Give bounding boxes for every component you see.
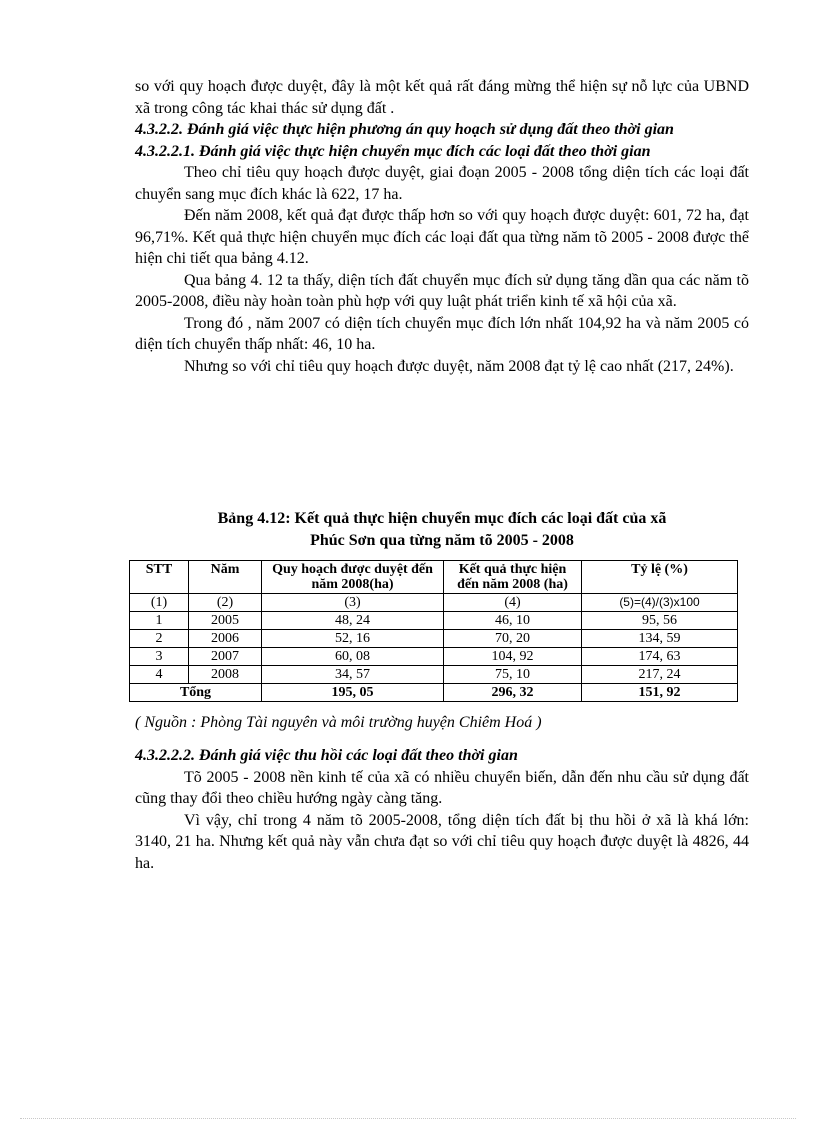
- total-result: 296, 32: [444, 684, 582, 702]
- table-cell: 2006: [189, 630, 262, 648]
- page-bottom-border: [20, 1118, 796, 1119]
- land-conversion-table: [129, 560, 738, 702]
- table-cell: (4): [444, 594, 582, 612]
- table-row: [130, 612, 738, 630]
- body-paragraph: Vì vậy, chỉ trong 4 năm tõ 2005-2008, tổng diện tích đất bị thu hồi ở xã là khá lớn: 3140, 21 ha. Nhưng kết quả này vẫn chưa đạt so với chỉ tiêu quy hoạch được duyệt là 4826, 44 ha.: [135, 811, 749, 872]
- header-planned: Quy hoạch được duyệt đến năm 2008(ha): [262, 561, 444, 594]
- table-cell: 2: [130, 630, 189, 648]
- table-cell: 48, 24: [262, 612, 444, 630]
- table-index-row: [130, 594, 738, 612]
- total-ratio: 151, 92: [582, 684, 738, 702]
- body-paragraph: Theo chỉ tiêu quy hoạch được duyệt, giai đoạn 2005 - 2008 tổng diện tích các loại đất chuyển sang mục đích khác là 622, 17 ha.: [135, 164, 749, 203]
- table-cell: 75, 10: [444, 666, 582, 684]
- table-cell: (1): [130, 594, 189, 612]
- table-cell: 104, 92: [444, 648, 582, 666]
- table-cell: 134, 59: [582, 630, 738, 648]
- table-cell: 70, 20: [444, 630, 582, 648]
- table-row: [130, 666, 738, 684]
- table-cell: 2005: [189, 612, 262, 630]
- table-cell: (5)=(4)/(3)x100: [582, 594, 738, 612]
- table-caption-line: Bảng 4.12: Kết quả thực hiện chuyển mục đích các loại đất của xã: [217, 510, 667, 527]
- document-page: [135, 76, 749, 874]
- table-cell: 2007: [189, 648, 262, 666]
- table-cell: 95, 56: [582, 612, 738, 630]
- section-heading-4-3-2-2-2: 4.3.2.2.2. Đánh giá việc thu hồi các loại đất theo thời gian: [135, 747, 518, 764]
- header-year: Năm: [189, 561, 262, 594]
- paragraph-continued: so với quy hoạch được duyệt, đây là một kết quả rất đáng mừng thể hiện sự nỗ lực của UBND xã trong công tác khai thác sử dụng đất .: [135, 78, 749, 117]
- section-heading-4-3-2-2-1: 4.3.2.2.1. Đánh giá việc thực hiện chuyển mục đích các loại đất theo thời gian: [135, 142, 651, 160]
- table-row: [130, 648, 738, 666]
- body-paragraph: Qua bảng 4. 12 ta thấy, diện tích đất chuyển mục đích sử dụng tăng dần qua các năm tõ 2005-2008, điều này hoàn toàn phù hợp với quy luật phát triển kinh tế xã hội của xã.: [135, 271, 749, 310]
- table-cell: 60, 08: [262, 648, 444, 666]
- header-stt: STT: [130, 561, 189, 594]
- total-planned: 195, 05: [262, 684, 444, 702]
- table-cell: (2): [189, 594, 262, 612]
- table-cell: 46, 10: [444, 612, 582, 630]
- section-heading-4-3-2-2: 4.3.2.2. Đánh giá việc thực hiện phương án quy hoạch sử dụng đất theo thời gian: [135, 121, 674, 138]
- header-ratio: Tỷ lệ (%): [582, 561, 738, 594]
- table-cell: 34, 57: [262, 666, 444, 684]
- table-source-note: ( Nguồn : Phòng Tài nguyên và môi trường huyện Chiêm Hoá ): [135, 714, 542, 731]
- table-caption: [135, 508, 749, 552]
- table-cell: 1: [130, 612, 189, 630]
- table-header-row: [130, 561, 738, 594]
- table-cell: 2008: [189, 666, 262, 684]
- body-paragraph: Tõ 2005 - 2008 nền kinh tế của xã có nhiều chuyển biến, dẫn đến nhu cầu sử dụng đất cũng thay đổi theo chiều hướng ngày càng tăng.: [135, 768, 749, 807]
- table-row: [130, 630, 738, 648]
- table-total-row: [130, 684, 738, 702]
- total-label: Tổng: [130, 684, 262, 702]
- table-cell: 52, 16: [262, 630, 444, 648]
- table-cell: 174, 63: [582, 648, 738, 666]
- table-cell: 3: [130, 648, 189, 666]
- table-cell: (3): [262, 594, 444, 612]
- table-cell: 4: [130, 666, 189, 684]
- table-caption-line: Phúc Sơn qua từng năm tõ 2005 - 2008: [310, 532, 574, 549]
- blank-space: [135, 377, 749, 500]
- table-cell: 217, 24: [582, 666, 738, 684]
- body-paragraph: Trong đó , năm 2007 có diện tích chuyển mục đích lớn nhất 104,92 ha và năm 2005 có diện tích chuyển thấp nhất: 46, 10 ha.: [135, 314, 749, 353]
- header-result: Kết quả thực hiện đến năm 2008 (ha): [444, 561, 582, 594]
- body-paragraph: Đến năm 2008, kết quả đạt được thấp hơn so với quy hoạch được duyệt: 601, 72 ha, đạt 96,71%. Kết quả thực hiện chuyển mục đích các loại đất qua từng năm tõ 2005 - 2008 được thể hiện chi tiết qua bảng 4.12.: [135, 207, 749, 267]
- body-paragraph: Nhưng so với chỉ tiêu quy hoạch được duyệt, năm 2008 đạt tỷ lệ cao nhất (217, 24%).: [184, 357, 734, 375]
